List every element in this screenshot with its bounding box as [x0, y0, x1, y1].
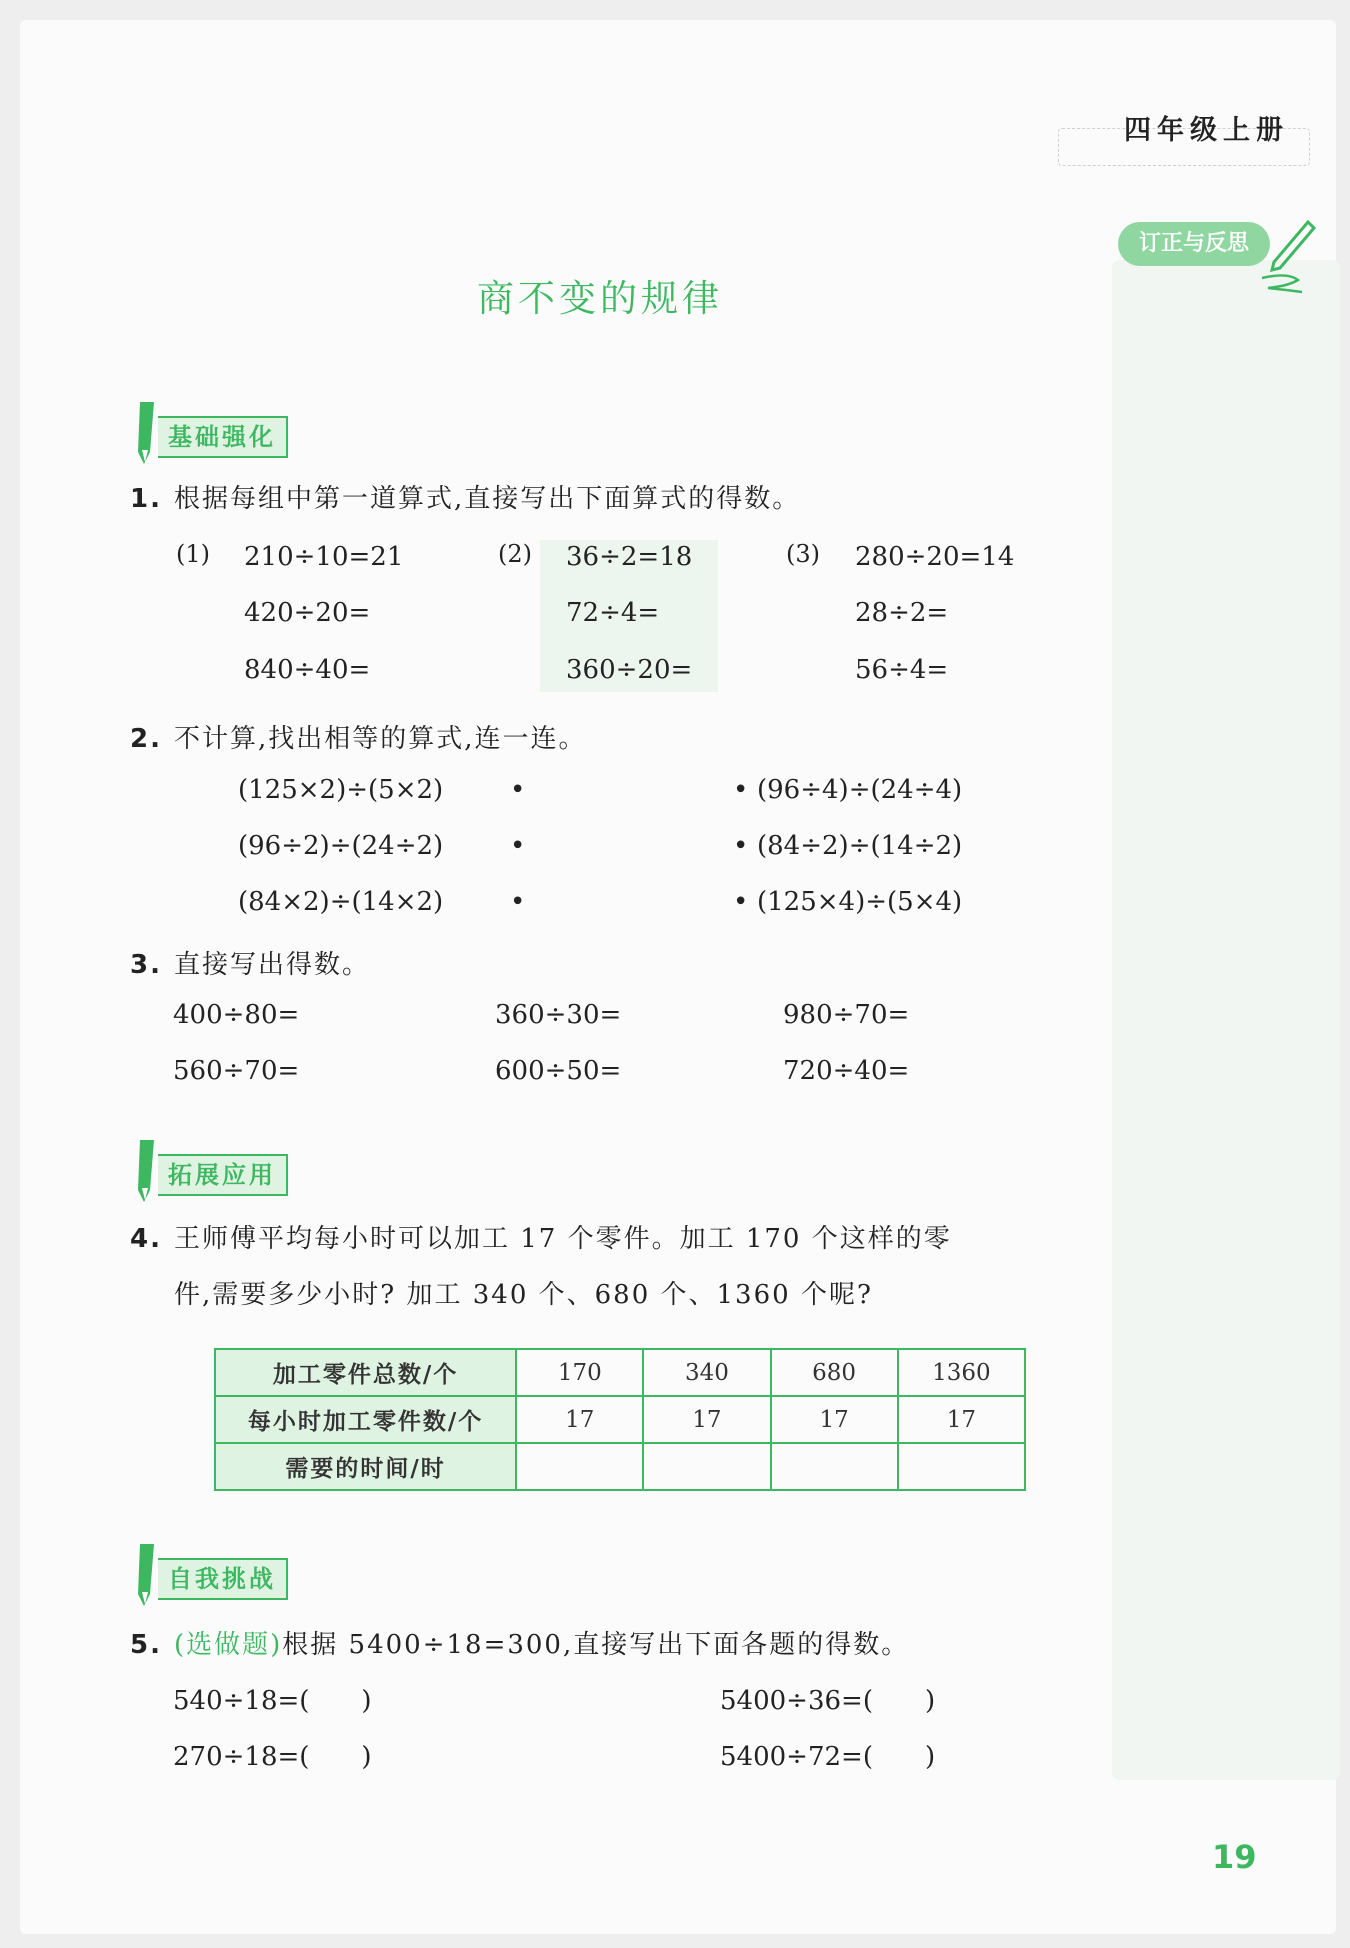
connect-dot[interactable]: • — [510, 775, 526, 805]
question-number: 1. — [130, 484, 162, 514]
equation: 36÷2=18 — [566, 542, 693, 572]
question-2 — [130, 718, 587, 755]
group-label: (3) — [786, 540, 820, 568]
equation: 720÷40= — [783, 1056, 910, 1086]
answer-cell[interactable] — [898, 1443, 1025, 1490]
equation: 980÷70= — [783, 1000, 910, 1030]
correction-tag: 订正与反思 — [1118, 222, 1270, 266]
expression-left: (84×2)÷(14×2) — [238, 887, 444, 917]
answer-cell[interactable] — [771, 1443, 898, 1490]
question-5 — [130, 1624, 909, 1661]
expression-left: (125×2)÷(5×2) — [238, 775, 444, 805]
optional-tag: (选做题) — [173, 1630, 283, 1660]
section-basic-label: 基础强化 — [158, 416, 288, 458]
equation: 840÷40= — [244, 655, 371, 685]
table-cell: 17 — [516, 1396, 643, 1443]
table-cell: 17 — [643, 1396, 770, 1443]
question-4-continued: 件,需要多少小时? 加工 340 个、680 个、1360 个呢? — [174, 1280, 873, 1310]
pencil-icon — [132, 400, 160, 472]
grade-label: 四年级上册 — [1124, 115, 1289, 146]
question-text: 根据每组中第一道算式,直接写出下面算式的得数。 — [173, 484, 801, 514]
question-1 — [130, 478, 800, 515]
table-cell: 680 — [771, 1349, 898, 1396]
question-number: 5. — [130, 1630, 162, 1660]
equation: 560÷70= — [173, 1056, 300, 1086]
connect-dot[interactable]: • — [510, 887, 526, 917]
expression-left: (96÷2)÷(24÷2) — [238, 831, 444, 861]
question-number: 3. — [130, 950, 162, 980]
equation: 540÷18=( ) — [173, 1686, 372, 1716]
connect-dot[interactable]: • — [733, 831, 749, 861]
question-text: 根据 5400÷18=300,直接写出下面各题的得数。 — [282, 1630, 910, 1660]
equation: 360÷20= — [566, 655, 693, 685]
question-number: 4. — [130, 1224, 162, 1254]
row-header: 需要的时间/时 — [215, 1443, 516, 1490]
question-4 — [130, 1218, 952, 1255]
question-text: 不计算,找出相等的算式,连一连。 — [173, 724, 587, 754]
pencil-icon — [132, 1138, 160, 1210]
question-text: 直接写出得数。 — [173, 950, 370, 980]
equation: 280÷20=14 — [855, 542, 1015, 572]
group-label: (1) — [176, 540, 210, 568]
data-table — [214, 1348, 1026, 1491]
answer-cell[interactable] — [516, 1443, 643, 1490]
equation: 5400÷36=( ) — [720, 1686, 936, 1716]
expression-right: (84÷2)÷(14÷2) — [757, 831, 963, 861]
section-challenge-label: 自我挑战 — [158, 1558, 288, 1600]
equation: 210÷10=21 — [244, 542, 404, 572]
table-row — [215, 1443, 1025, 1490]
table-cell: 17 — [898, 1396, 1025, 1443]
page-title: 商不变的规律 — [477, 277, 723, 320]
table-cell: 17 — [771, 1396, 898, 1443]
table-cell: 340 — [643, 1349, 770, 1396]
equation: 360÷30= — [495, 1000, 622, 1030]
group-label: (2) — [498, 540, 532, 568]
equation: 270÷18=( ) — [173, 1742, 372, 1772]
question-text: 王师傅平均每小时可以加工 17 个零件。加工 170 个这样的零 — [173, 1224, 952, 1254]
expression-right: (125×4)÷(5×4) — [757, 887, 963, 917]
equation: 600÷50= — [495, 1056, 622, 1086]
connect-dot[interactable]: • — [733, 887, 749, 917]
table-row — [215, 1349, 1025, 1396]
connect-dot[interactable]: • — [510, 831, 526, 861]
pencil-icon — [132, 1542, 160, 1614]
page-number: 19 — [1212, 1838, 1257, 1876]
row-header: 每小时加工零件数/个 — [215, 1396, 516, 1443]
connect-dot[interactable]: • — [733, 775, 749, 805]
pencil-icon — [1258, 218, 1316, 296]
question-number: 2. — [130, 724, 162, 754]
equation: 56÷4= — [855, 655, 949, 685]
equation: 420÷20= — [244, 598, 371, 628]
table-cell: 170 — [516, 1349, 643, 1396]
expression-right: (96÷4)÷(24÷4) — [757, 775, 963, 805]
correction-margin — [1112, 260, 1340, 1780]
row-header: 加工零件总数/个 — [215, 1349, 516, 1396]
equation: 28÷2= — [855, 598, 949, 628]
equation: 72÷4= — [566, 598, 660, 628]
section-extend-label: 拓展应用 — [158, 1154, 288, 1196]
equation: 400÷80= — [173, 1000, 300, 1030]
question-3 — [130, 944, 370, 981]
table-row — [215, 1396, 1025, 1443]
table-cell: 1360 — [898, 1349, 1025, 1396]
equation: 5400÷72=( ) — [720, 1742, 936, 1772]
answer-cell[interactable] — [643, 1443, 770, 1490]
